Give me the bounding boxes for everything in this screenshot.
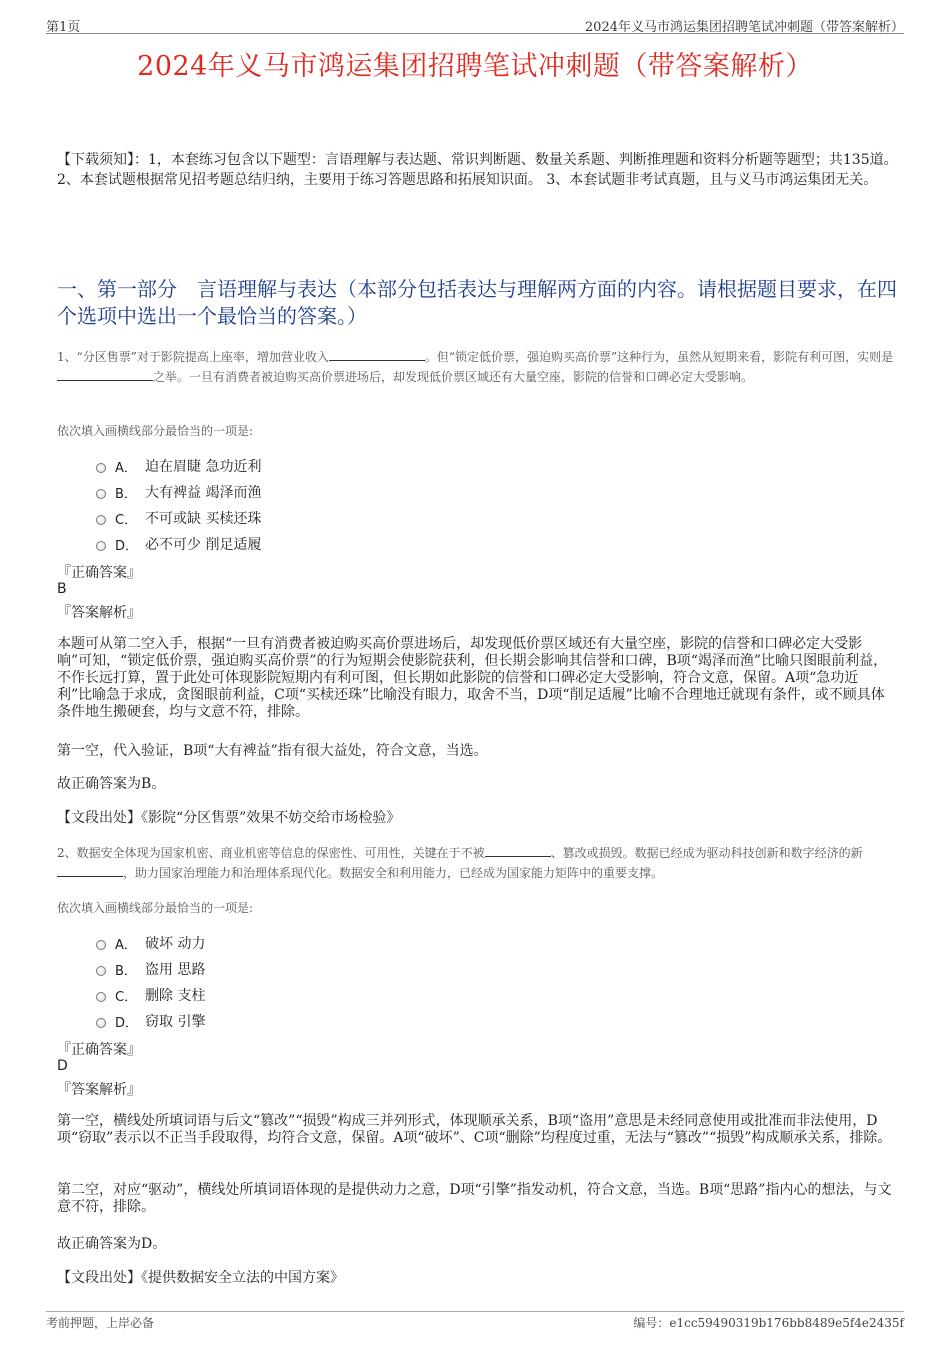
- radio-icon[interactable]: [96, 489, 106, 499]
- document-id: 编号：e1cc59490319b176bb8489e5f4e2435f: [633, 1316, 904, 1330]
- source-citation: 【文段出处】《提供数据安全立法的中国方案》: [57, 1270, 344, 1286]
- question-1-text: 1、“分区售票”对于影院提高上座率，增加营业收入 。但“锁定低价票，强迫购买高价票”这种行为，虽然从短期来看，影院有利可图，实则是之举。一旦有消费者被迫购买高价票进场后，却发现低价票区域还有大量空座，影院的信誉和口碑必定大受影响。: [57, 350, 894, 384]
- document-title: 2024年义马市鸿运集团招聘笔试冲刺题（带答案解析）: [137, 51, 813, 82]
- radio-icon[interactable]: [96, 966, 106, 976]
- question-1-option-c[interactable]: C． 不可或缺 买椟还珠: [96, 508, 261, 528]
- question-1-option-d[interactable]: D． 必不可少 削足适履: [96, 534, 261, 554]
- analysis-paragraph: 第二空，对应“驱动”，横线处所填词语体现的是提供动力之意，D项“引擎”指发动机，符合文意，当选。B项“思路”指内心的想法，与文意不符，排除。: [57, 1182, 892, 1215]
- radio-icon[interactable]: [96, 541, 106, 551]
- question-2-option-d[interactable]: D． 窃取 引擎: [96, 1011, 205, 1031]
- radio-icon[interactable]: [96, 940, 106, 950]
- correct-answer-label: 『正确答案』: [57, 565, 141, 581]
- question-2-option-a[interactable]: A． 破坏 动力: [96, 933, 205, 953]
- analysis-label: 『答案解析』: [57, 1082, 141, 1098]
- analysis-paragraph: 第一空，代入验证，B项“大有裨益”指有很大益处，符合文意，当选。: [57, 743, 488, 759]
- answer-blank: [485, 856, 551, 857]
- answer-blank: [329, 360, 425, 361]
- radio-icon[interactable]: [96, 463, 106, 473]
- question-1-option-a[interactable]: A． 迫在眉睫 急功近利: [96, 456, 261, 476]
- footer-divider: [46, 1311, 904, 1312]
- page-number: 第1页: [46, 20, 81, 35]
- analysis-label: 『答案解析』: [57, 605, 141, 621]
- question-2-instruction: 依次填入画横线部分最恰当的一项是:: [57, 901, 254, 915]
- analysis-paragraph: 本题可从第二空入手，根据“一旦有消费者被迫购买高价票进场后，却发现低价票区域还有大量空座，影院的信誉和口碑必定大受影响”可知，“锁定低价票，强迫购买高价票”的行为短期会使影院获利，但长期会影响其信誉和口碑，B项“竭泽而渔”比喻只图眼前利益，不作长远打算，置于此处可体现影院短期内有利可图，但长期如此影院的信誉和口碑必定大受影响，符合文意，保留。A项“急功近利”比喻急于求成，贪图眼前利益，C项“买椟还珠”比喻没有眼力，取舍不当，D项“削足适履”比喻不合理地迁就现有条件，或不顾具体条件地生搬硬套，均与文意不符，排除。: [57, 636, 888, 720]
- radio-icon[interactable]: [96, 515, 106, 525]
- question-2-text: 2、数据安全体现为国家机密、商业机密等信息的保密性、可用性，关键在于不被 、篡改或损毁。数据已经成为驱动科技创新和数字经济的新，助力国家治理能力和治理体系现代化。数据安全和利用能力，已经成为国家能力矩阵中的重要支撑。: [57, 846, 863, 880]
- source-citation: 【文段出处】《影院“分区售票”效果不妨交给市场检验》: [57, 810, 401, 826]
- header-divider: [46, 33, 904, 34]
- correct-answer-label: 『正确答案』: [57, 1042, 141, 1058]
- section-heading: 一、第一部分 言语理解与表达（本部分包括表达与理解两方面的内容。请根据题目要求，在四个选项中选出一个最恰当的答案。）: [57, 277, 897, 328]
- correct-answer: D: [57, 1058, 68, 1074]
- correct-answer: B: [57, 581, 67, 597]
- question-1-option-b[interactable]: B． 大有裨益 竭泽而渔: [96, 482, 261, 502]
- download-notice: 【下载须知】：1，本套练习包含以下题型：言语理解与表达题、常识判断题、数量关系题、判断推理题和资料分析题等题型；共135道。 2、本套试题根据常见招考题总结归纳，主要用于练习答题思路和拓展知识面。 3、本套试题非考试真题，且与义马市鸿运集团无关。: [57, 152, 898, 188]
- radio-icon[interactable]: [96, 992, 106, 1002]
- analysis-paragraph: 第一空，横线处所填词语与后文“篡改”“损毁”构成三并列形式，体现顺承关系，B项“盗用”意思是未经同意使用或批准而非法使用，D项“窃取”表示以不正当手段取得，均符合文意，保留。A项“破坏”、C项“删除”均程度过重，无法与“篡改”“损毁”构成顺承关系，排除。: [57, 1113, 892, 1146]
- footer-slogan: 考前押题，上岸必备: [46, 1316, 155, 1330]
- header-doc-title: 2024年义马市鸿运集团招聘笔试冲刺题（带答案解析）: [584, 20, 904, 35]
- analysis-paragraph: 故正确答案为D。: [57, 1236, 167, 1252]
- answer-blank: [57, 876, 123, 877]
- analysis-paragraph: 故正确答案为B。: [57, 776, 166, 792]
- question-1-instruction: 依次填入画横线部分最恰当的一项是:: [57, 424, 254, 438]
- radio-icon[interactable]: [96, 1018, 106, 1028]
- question-2-option-c[interactable]: C． 删除 支柱: [96, 985, 205, 1005]
- answer-blank: [57, 380, 153, 381]
- question-2-option-b[interactable]: B． 盗用 思路: [96, 959, 205, 979]
